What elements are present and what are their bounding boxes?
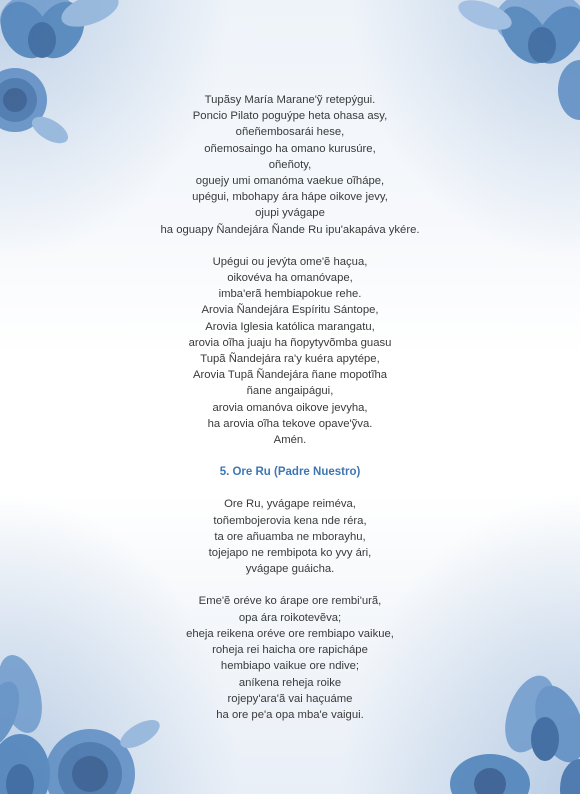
creed-stanza-2	[100, 254, 480, 448]
text-line: roheja rei haicha ore rapichápe	[212, 644, 368, 657]
text-line: arovia oĩha juaju ha ñopytyvõmba guasu	[188, 336, 392, 349]
text-line: oñeñembosarái hese,	[235, 126, 345, 139]
text-line: Amén.	[273, 434, 307, 447]
text-line: oikovéva ha omanóvape,	[227, 272, 353, 285]
text-line: Ore Ru, yvágape reiméva,	[224, 498, 356, 511]
text-line: imba'erã hembiapokue rehe.	[218, 288, 362, 301]
section-heading: 5. Ore Ru (Padre Nuestro)	[219, 466, 361, 479]
text-line: yvágape guáicha.	[245, 563, 335, 576]
text-line: ha arovia oĩha tekove opave'ỹva.	[207, 417, 373, 430]
text-line: hembiapo vaikue ore ndive;	[220, 660, 360, 673]
text-line: Eme'ẽ oréve ko árape ore rembi'urã,	[198, 595, 382, 608]
creed-stanza-1	[100, 92, 480, 238]
text-line: Tupãsy María Marane'ỹ retepýgui.	[204, 94, 376, 106]
text-line: aníkena reheja roike	[238, 676, 342, 689]
text-line: oguejy umi omanóma vaekue oĩhápe,	[195, 175, 385, 188]
prayer-stanza-2	[100, 593, 480, 723]
text-line: upégui, mbohapy ára hápe oikove jevy,	[192, 191, 388, 204]
text-line: arovia omanóva oikove jevyha,	[212, 401, 368, 414]
text-line: Tupã Ñandejára ra'y kuéra apytépe,	[200, 353, 380, 366]
text-line: ta ore añuamba ne mborayhu,	[214, 530, 366, 543]
text-line: oñemosaingo ha omano kurusúre,	[204, 142, 376, 155]
text-line: Poncio Pilato poguýpe heta ohasa asy,	[192, 110, 388, 123]
text-line: Arovia Iglesia katólica marangatu,	[205, 320, 375, 333]
text-line: toñembojerovia kena nde réra,	[213, 514, 367, 527]
text-line: tojejapo ne rembipota ko yvy ári,	[208, 547, 372, 560]
text-line: ojupi yvágape	[255, 207, 325, 220]
text-line: ñane angaipágui,	[246, 385, 334, 398]
text-line: Upégui ou jevýta ome'ẽ haçua,	[212, 255, 368, 268]
text-line: opa ára roikotevẽva;	[238, 611, 342, 624]
text-line: Arovia Tupã Ñandejára ñane mopotĩha	[192, 369, 388, 382]
text-line: oñeñoty,	[268, 158, 312, 171]
text-line: ha oguapy Ñandejára Ñande Ru ipu'akapáva ykére.	[160, 223, 420, 236]
text-line: eheja reikena oréve ore rembiapo vaikue,	[186, 627, 394, 640]
text-line: ha ore pe'a opa mba'e vaigui.	[216, 708, 364, 721]
prayer-stanza-1	[100, 496, 480, 577]
prayer-text	[100, 92, 480, 739]
text-line: Arovia Ñandejára Espíritu Sántope,	[201, 304, 379, 317]
text-line: rojepy'ara'ã vai haçuáme	[227, 692, 353, 705]
